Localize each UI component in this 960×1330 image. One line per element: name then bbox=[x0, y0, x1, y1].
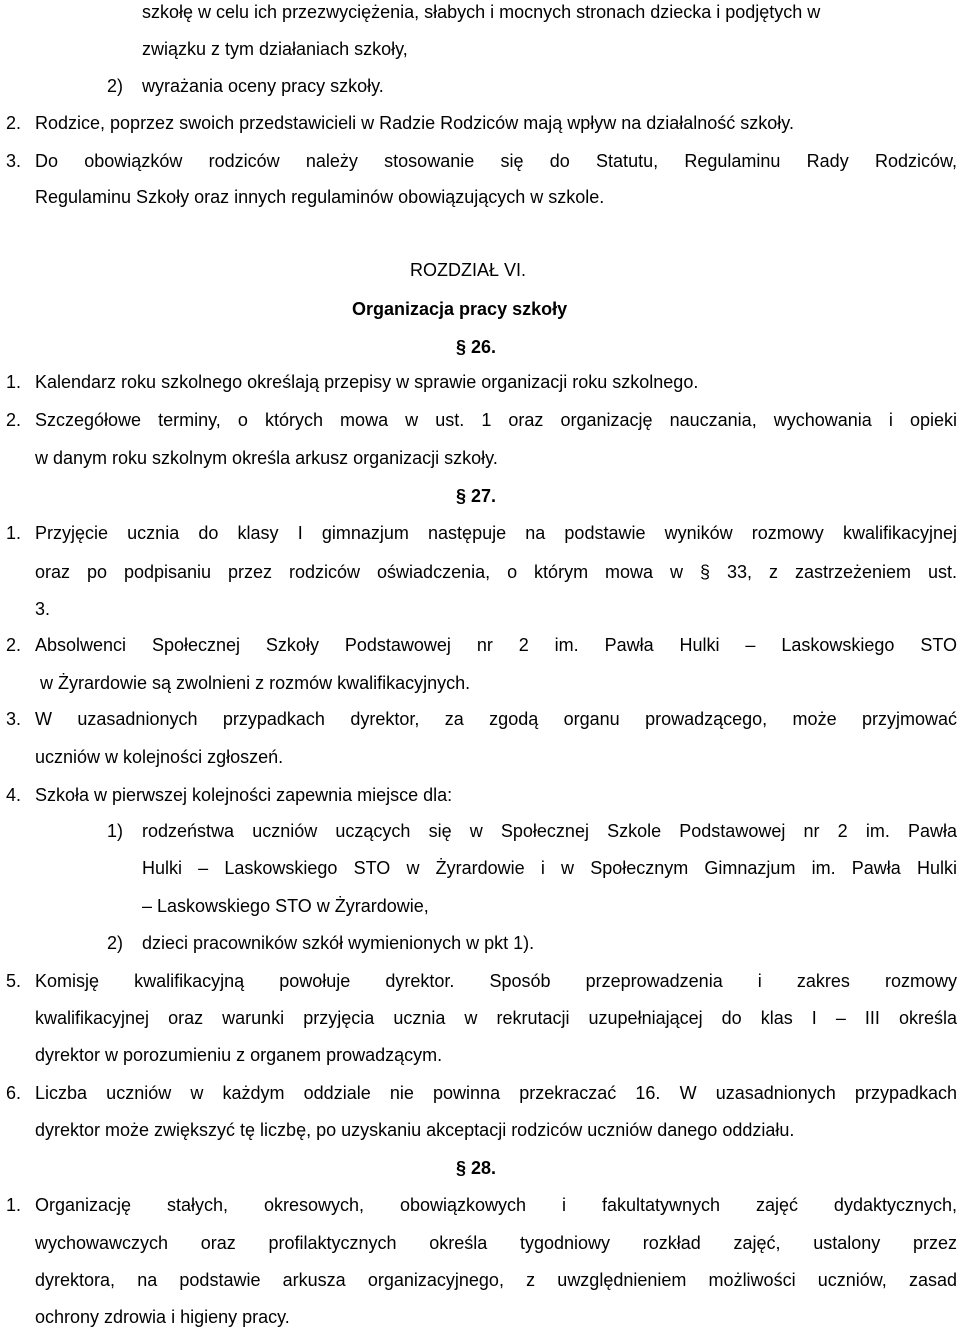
text-line: szkołę w celu ich przezwyciężenia, słabych i mocnych stronach dziecka i podjętych w bbox=[142, 2, 821, 22]
text-line: Szkoła w pierwszej kolejności zapewnia miejsce dla: bbox=[35, 785, 453, 805]
chapter-title: ROZDZIAŁ VI. bbox=[410, 260, 527, 280]
text-line: dyrektora, na podstawie arkusza organizacyjnego, z uwzględnieniem możliwości uczniów, zasad bbox=[35, 1270, 957, 1290]
list-number: 2) bbox=[107, 76, 124, 96]
text-line: dyrektor w porozumieniu z organem prowadzącym. bbox=[35, 1045, 443, 1065]
list-number: 2. bbox=[6, 113, 22, 133]
text-line: wyrażania oceny pracy szkoły. bbox=[142, 76, 384, 96]
text-line: oraz po podpisaniu przez rodziców oświadczenia, o którym mowa w § 33, z zastrzeżeniem ust. bbox=[35, 562, 957, 582]
text-line: 3. bbox=[35, 599, 51, 619]
text-line: uczniów w kolejności zgłoszeń. bbox=[35, 747, 284, 767]
text-line: Hulki – Laskowskiego STO w Żyrardowie i w Społecznym Gimnazjum im. Pawła Hulki bbox=[142, 858, 957, 878]
text-line: Przyjęcie ucznia do klasy I gimnazjum następuje na podstawie wyników rozmowy kwalifikacyjnej bbox=[35, 523, 957, 543]
text-line: Komisję kwalifikacyjną powołuje dyrektor. Sposób przeprowadzenia i zakres rozmowy bbox=[35, 971, 957, 991]
list-number: 5. bbox=[6, 971, 22, 991]
text-line: wychowawczych oraz profilaktycznych określa tygodniowy rozkład zajęć, ustalony przez bbox=[35, 1233, 957, 1253]
text-line: Kalendarz roku szkolnego określają przepisy w sprawie organizacji roku szkolnego. bbox=[35, 372, 699, 392]
text-line: dyrektor może zwiększyć tę liczbę, po uzyskaniu akceptacji rodziców uczniów danego oddziału. bbox=[35, 1120, 795, 1140]
list-number: 2) bbox=[107, 933, 124, 953]
text-line: w Żyrardowie są zwolnieni z rozmów kwalifikacyjnych. bbox=[40, 673, 471, 693]
list-number: 3. bbox=[6, 151, 22, 171]
list-number: 3. bbox=[6, 709, 22, 729]
section-mark: § 27. bbox=[456, 486, 497, 506]
text-line: kwalifikacyjnej oraz warunki przyjęcia ucznia w rekrutacji uzupełniającej do klas I – III określa bbox=[35, 1008, 957, 1028]
text-line: Liczba uczniów w każdym oddziale nie powinna przekraczać 16. W uzasadnionych przypadkach bbox=[35, 1083, 957, 1103]
text-line: Do obowiązków rodziców należy stosowanie się do Statutu, Regulaminu Rady Rodziców, bbox=[35, 151, 957, 171]
list-number: 1) bbox=[107, 821, 124, 841]
list-number: 1. bbox=[6, 372, 22, 392]
text-line: W uzasadnionych przypadkach dyrektor, za zgodą organu prowadzącego, może przyjmować bbox=[35, 709, 957, 729]
list-number: 1. bbox=[6, 523, 22, 543]
text-line: ochrony zdrowia i higieny pracy. bbox=[35, 1307, 290, 1327]
text-line: Rodzice, poprzez swoich przedstawicieli w Radzie Rodziców mają wpływ na działalność szkoły. bbox=[35, 113, 794, 133]
list-number: 2. bbox=[6, 635, 22, 655]
list-number: 4. bbox=[6, 785, 22, 805]
text-line: Regulaminu Szkoły oraz innych regulaminów obowiązujących w szkole. bbox=[35, 187, 605, 207]
text-line: rodzeństwa uczniów uczących się w Społecznej Szkole Podstawowej nr 2 im. Pawła bbox=[142, 821, 957, 841]
text-line: w danym roku szkolnym określa arkusz organizacji szkoły. bbox=[35, 448, 498, 468]
text-line: Absolwenci Społecznej Szkoły Podstawowej nr 2 im. Pawła Hulki – Laskowskiego STO bbox=[35, 635, 957, 655]
list-number: 6. bbox=[6, 1083, 22, 1103]
chapter-subtitle: Organizacja pracy szkoły bbox=[352, 299, 568, 319]
text-line: – Laskowskiego STO w Żyrardowie, bbox=[142, 896, 429, 916]
section-mark: § 28. bbox=[456, 1158, 497, 1178]
text-line: związku z tym działaniach szkoły, bbox=[142, 39, 408, 59]
text-line: Szczegółowe terminy, o których mowa w ust. 1 oraz organizację nauczania, wychowania i opieki bbox=[35, 410, 957, 430]
text-line: Organizację stałych, okresowych, obowiązkowych i fakultatywnych zajęć dydaktycznych, bbox=[35, 1195, 957, 1215]
list-number: 2. bbox=[6, 410, 22, 430]
section-mark: § 26. bbox=[456, 337, 497, 357]
list-number: 1. bbox=[6, 1195, 22, 1215]
text-line: dzieci pracowników szkół wymienionych w pkt 1). bbox=[142, 933, 535, 953]
